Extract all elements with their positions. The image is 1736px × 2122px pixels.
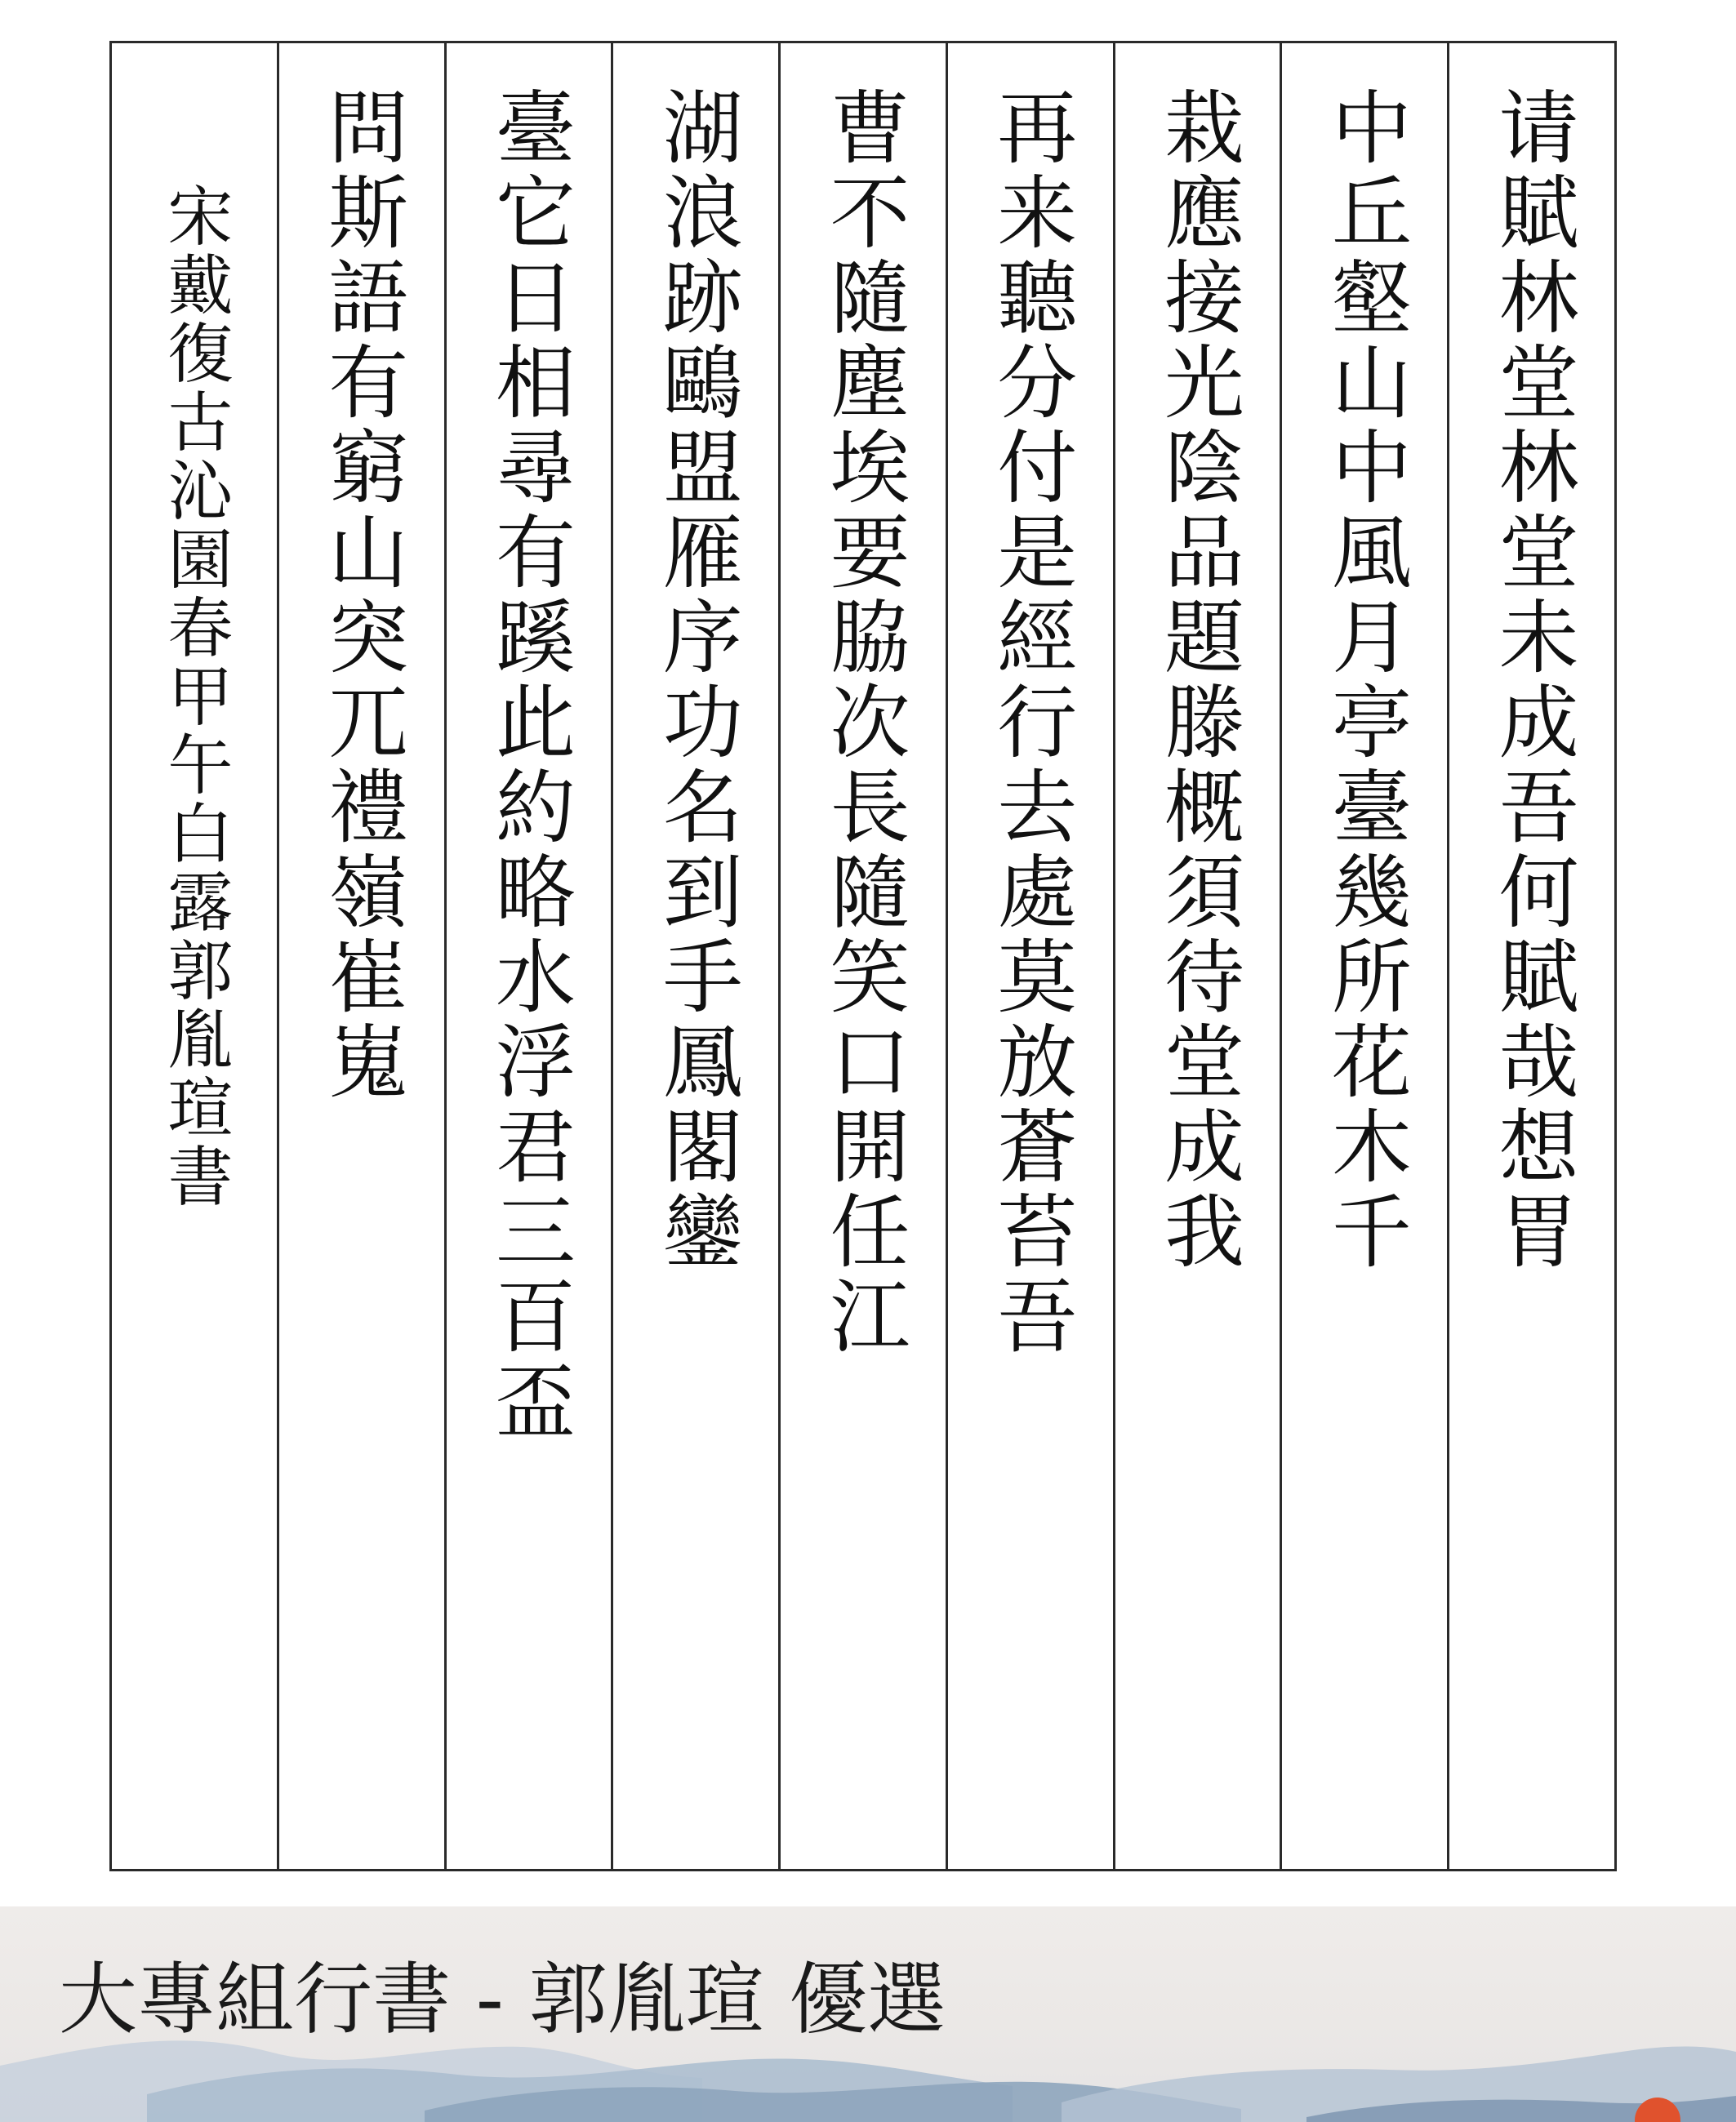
column-7-text: 臺它日相尋有蹊此約略水浮君三百盃: [482, 86, 576, 1444]
signature-text: 宋戴復古沁園春甲午白露郭胤瑄書: [156, 182, 233, 1211]
grid-frame: [109, 41, 1617, 1871]
column-3-text: 栽應接光陰品題滕概須待堂成我: [1151, 86, 1244, 1275]
column-6: [611, 43, 778, 1869]
column-2-text: 中丘壑山中風月亭臺幾所花木千: [1318, 86, 1412, 1275]
column-8-text: 問斯語有窮山突兀禮嶺崔嵬: [314, 86, 408, 1105]
column-1-text: 请賦林堂林堂未成吾何賦哉想胃: [1485, 86, 1579, 1275]
column-2: [1280, 43, 1447, 1869]
column-5: [778, 43, 946, 1869]
column-4: [946, 43, 1113, 1869]
text-columns: [112, 43, 1614, 1869]
column-5-text: 曹不隨塵埃要脇次長隨笑口開任江: [816, 86, 910, 1359]
signature-column: [112, 43, 277, 1869]
column-6-text: 湖浪跡鷗盟雁序功名到手鳳閣鑾: [649, 86, 743, 1275]
column-1: [1447, 43, 1614, 1869]
column-4-text: 再来聽分付是經行去處莫放蒼苔吾: [983, 86, 1077, 1359]
column-7: [444, 43, 612, 1869]
award-title: 大專組行書 - 郭胤瑄 優選: [59, 1954, 946, 2045]
column-8: [277, 43, 444, 1869]
award-banner: [0, 1906, 1736, 2122]
column-3: [1113, 43, 1280, 1869]
